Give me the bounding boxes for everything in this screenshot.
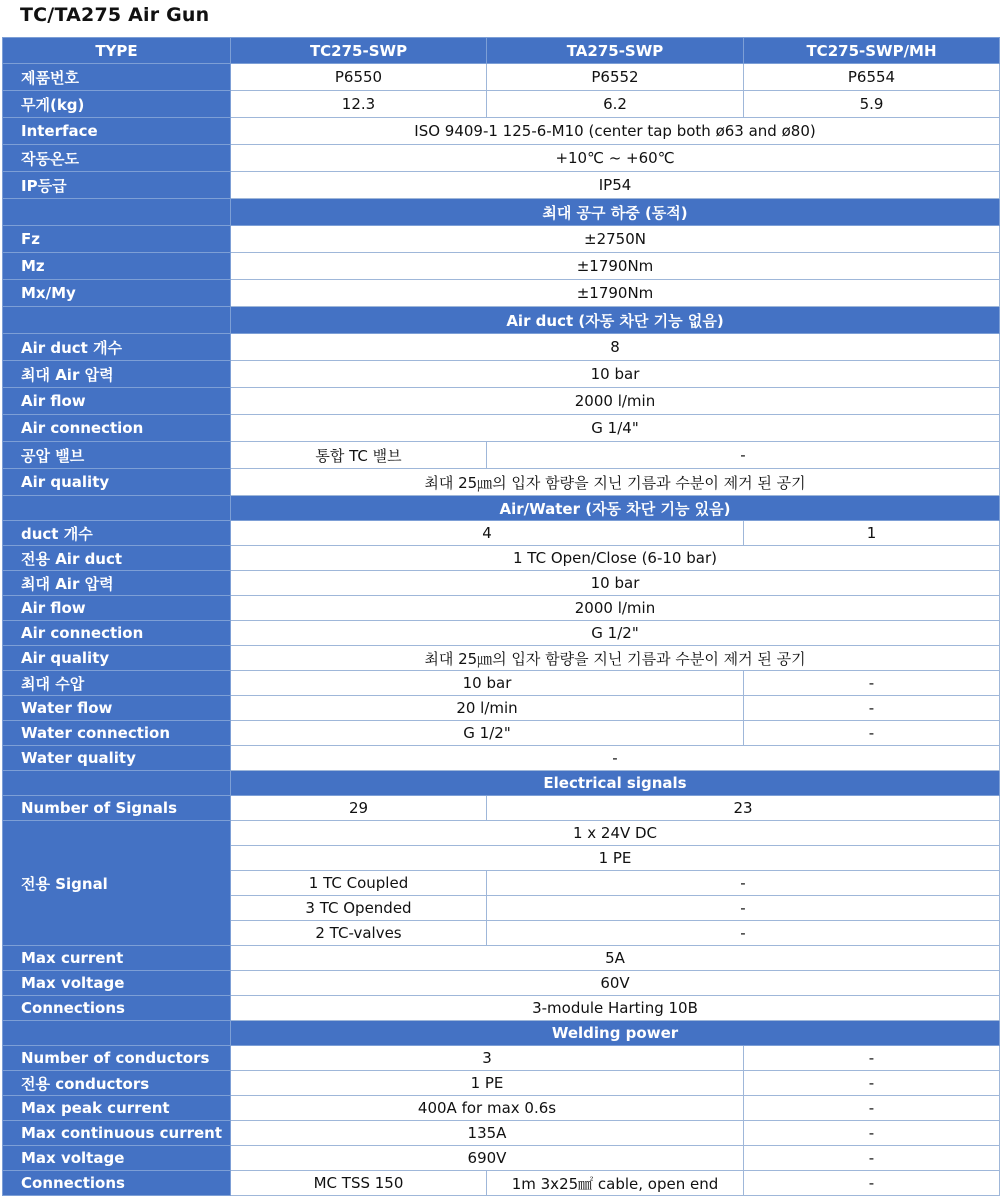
value-cell: 10 bar [231,361,1000,388]
table-row [3,571,1000,596]
value-cell: 20 l/min [231,696,744,721]
value-cell: 1 TC Coupled [231,871,487,896]
row-label: Max continuous current [3,1121,231,1146]
value-cell: IP54 [231,172,1000,199]
table-row [3,118,1000,145]
value-cell: G 1/2" [231,721,744,746]
value-cell: 1 [744,521,1000,546]
value-cell: - [487,896,1000,921]
row-label: Water connection [3,721,231,746]
row-label: 최대 수압 [3,671,231,696]
section-label-cell [3,199,231,226]
table-row [3,946,1000,971]
table-row [3,280,1000,307]
value-cell: 3 TC Opended [231,896,487,921]
column-header: TA275-SWP [487,38,744,64]
table-row [3,226,1000,253]
table-row [3,746,1000,771]
row-label: 제품번호 [3,64,231,91]
section-title: 최대 공구 하중 (동적) [231,199,1000,226]
row-label: Number of conductors [3,1046,231,1071]
row-label: Water quality [3,746,231,771]
value-cell: 29 [231,796,487,821]
column-header: TC275-SWP [231,38,487,64]
row-label: 전용 Air duct [3,546,231,571]
row-label: TYPE [3,38,231,64]
value-cell: P6552 [487,64,744,91]
row-label: 작동온도 [3,145,231,172]
section-title: Welding power [231,1021,1000,1046]
value-cell: - [744,721,1000,746]
table-row [3,442,1000,469]
row-label: Air quality [3,469,231,496]
value-cell: 최대 25㎛의 입자 함량을 지닌 기름과 수분이 제거 된 공기 [231,646,1000,671]
value-cell: P6550 [231,64,487,91]
value-cell: ±1790Nm [231,280,1000,307]
section-label-cell [3,1021,231,1046]
row-label: Max peak current [3,1096,231,1121]
section-label-cell [3,771,231,796]
value-cell: 5.9 [744,91,1000,118]
table-row [3,334,1000,361]
row-label: Air connection [3,415,231,442]
section-title: Air/Water (자동 차단 기능 있음) [231,496,1000,521]
value-cell: - [487,921,1000,946]
row-label: IP등급 [3,172,231,199]
value-cell: - [744,696,1000,721]
section-row [3,199,1000,226]
row-label: Mx/My [3,280,231,307]
row-label: Air connection [3,621,231,646]
value-cell: - [487,442,1000,469]
row-label: Air quality [3,646,231,671]
row-label: 전용 conductors [3,1071,231,1096]
value-cell: - [744,1171,1000,1196]
row-label: Max voltage [3,1146,231,1171]
value-cell: 2 TC-valves [231,921,487,946]
table-row [3,145,1000,172]
value-cell: 23 [487,796,1000,821]
section-label-cell [3,307,231,334]
row-label: 최대 Air 압력 [3,571,231,596]
table-row [3,253,1000,280]
row-label: Number of Signals [3,796,231,821]
table-row [3,172,1000,199]
page-title: TC/TA275 Air Gun [20,4,210,26]
value-cell: 1m 3x25㎟ cable, open end [487,1171,744,1196]
row-label: Max current [3,946,231,971]
header-row [3,38,1000,64]
value-cell: 400A for max 0.6s [231,1096,744,1121]
value-cell: 6.2 [487,91,744,118]
section-title: Electrical signals [231,771,1000,796]
value-cell: - [487,871,1000,896]
value-cell: 60V [231,971,1000,996]
section-title: Air duct (자동 차단 기능 없음) [231,307,1000,334]
table-row [3,996,1000,1021]
value-cell: 1 PE [231,1071,744,1096]
row-label: 전용 Signal [3,821,231,946]
value-cell: 10 bar [231,671,744,696]
value-cell: ISO 9409-1 125-6-M10 (center tap both ø63 and ø80) [231,118,1000,145]
value-cell: 3-module Harting 10B [231,996,1000,1021]
value-cell: 1 TC Open/Close (6-10 bar) [231,546,1000,571]
value-cell: ±1790Nm [231,253,1000,280]
table-row [3,1121,1000,1146]
section-row [3,771,1000,796]
value-cell: - [744,671,1000,696]
row-label: duct 개수 [3,521,231,546]
spec-table-body [3,38,1000,1196]
value-cell: - [744,1046,1000,1071]
value-cell: MC TSS 150 [231,1171,487,1196]
table-row [3,415,1000,442]
value-cell: G 1/4" [231,415,1000,442]
value-cell: 2000 l/min [231,596,1000,621]
section-label-cell [3,496,231,521]
row-label: 무게(kg) [3,91,231,118]
column-header: TC275-SWP/MH [744,38,1000,64]
row-label: Air flow [3,388,231,415]
value-cell: 12.3 [231,91,487,118]
value-cell: 3 [231,1046,744,1071]
table-row [3,1146,1000,1171]
row-label: Connections [3,1171,231,1196]
value-cell: 최대 25㎛의 입자 함량을 지닌 기름과 수분이 제거 된 공기 [231,469,1000,496]
table-row [3,1096,1000,1121]
section-row [3,1021,1000,1046]
row-label: Interface [3,118,231,145]
table-row [3,521,1000,546]
value-cell: - [744,1121,1000,1146]
row-label: Air duct 개수 [3,334,231,361]
value-cell: 4 [231,521,744,546]
row-label: Fz [3,226,231,253]
value-cell: 8 [231,334,1000,361]
table-row [3,671,1000,696]
row-label: Water flow [3,696,231,721]
table-row [3,64,1000,91]
section-row [3,496,1000,521]
table-row [3,469,1000,496]
value-cell: - [231,746,1000,771]
table-row [3,1046,1000,1071]
value-cell: ±2750N [231,226,1000,253]
value-cell: 10 bar [231,571,1000,596]
table-row [3,696,1000,721]
section-row [3,307,1000,334]
row-label: 공압 밸브 [3,442,231,469]
row-label: Air flow [3,596,231,621]
table-row [3,621,1000,646]
table-row [3,388,1000,415]
row-label: Connections [3,996,231,1021]
value-cell: 1 x 24V DC [231,821,1000,846]
table-row [3,796,1000,821]
table-row [3,596,1000,621]
table-row [3,546,1000,571]
table-row [3,1071,1000,1096]
table-row [3,1171,1000,1196]
table-row [3,721,1000,746]
value-cell: 135A [231,1121,744,1146]
spec-table [2,37,1000,1196]
table-row [3,971,1000,996]
table-row [3,646,1000,671]
row-label: Max voltage [3,971,231,996]
row-label: Mz [3,253,231,280]
table-row [3,821,1000,846]
value-cell: G 1/2" [231,621,1000,646]
value-cell: 1 PE [231,846,1000,871]
value-cell: 통합 TC 밸브 [231,442,487,469]
value-cell: 5A [231,946,1000,971]
table-row [3,91,1000,118]
row-label: 최대 Air 압력 [3,361,231,388]
value-cell: P6554 [744,64,1000,91]
value-cell: +10℃ ~ +60℃ [231,145,1000,172]
table-row [3,361,1000,388]
value-cell: - [744,1146,1000,1171]
value-cell: 2000 l/min [231,388,1000,415]
value-cell: 690V [231,1146,744,1171]
value-cell: - [744,1071,1000,1096]
value-cell: - [744,1096,1000,1121]
